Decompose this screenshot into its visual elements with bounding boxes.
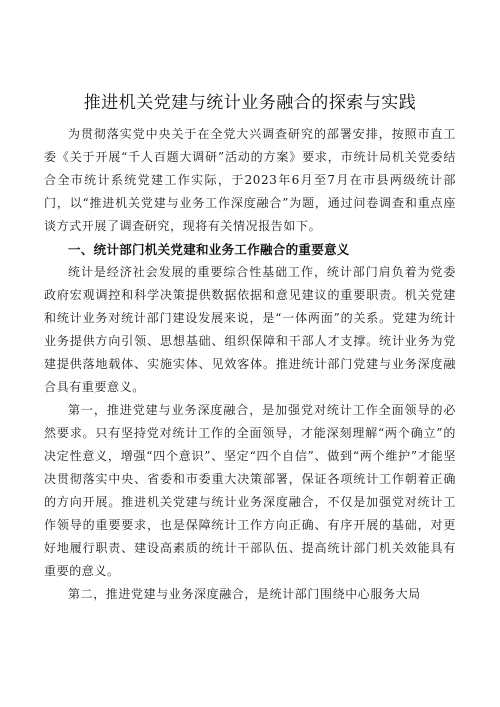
body-paragraph-1: 统计是经济社会发展的重要综合性基础工作，统计部门肩负着为党委政府宏观调控和科学决策提供数据依据和意见建议的重要职责。机关党建和统计业务对统计部门建设发展来说，是“一体两面”的关系。党建为统计业务提供方向引领、思想基础、组织保障和干部人才支撑。统计业务为党建提供落地载体、实施实体、见效客体。推进统计部门党建与业务深度融合具有重要意义。 bbox=[44, 265, 456, 394]
section-heading: 一、统计部门机关党建和业务工作融合的重要意义 bbox=[68, 242, 350, 257]
body-paragraph-3: 第二，推进党建与业务深度融合，是统计部门围绕中心服务大局 bbox=[68, 587, 421, 601]
intro-paragraph: 为贯彻落实党中央关于在全党大兴调查研究的部署安排，按照市直工委《关于开展“千人百题大调研”活动的方案》要求，市统计局机关党委结合全市统计系统党建工作实际，于2023年6月至7月在市县两级统计部门，以“推进机关党建与业务工作深度融合”为题，通过问卷调查和重点座谈方式开展了调查研究，现将有关情况报告如下。 bbox=[44, 127, 456, 233]
body-paragraph-2: 第一，推进党建与业务深度融合，是加强党对统计工作全面领导的必然要求。只有坚持党对统计工作的全面领导，才能深刻理解“两个确立”的决定性意义，增强“四个意识”、坚定“四个自信”、做到“两个维护”才能坚决贯彻落实中央、省委和市委重大决策部署，保证各项统计工作朝着正确的方向开展。推进机关党建与统计业务深度融合，不仅是加强党对统计工作领导的重要要求，也是保障统计工作方向正确、有序开展的基础，对更好地履行职责、建设高素质的统计干部队伍、提高统计部门机关效能具有重要的意义。 bbox=[44, 403, 456, 578]
document-title: 推进机关党建与统计业务融合的探索与实践 bbox=[83, 93, 417, 113]
